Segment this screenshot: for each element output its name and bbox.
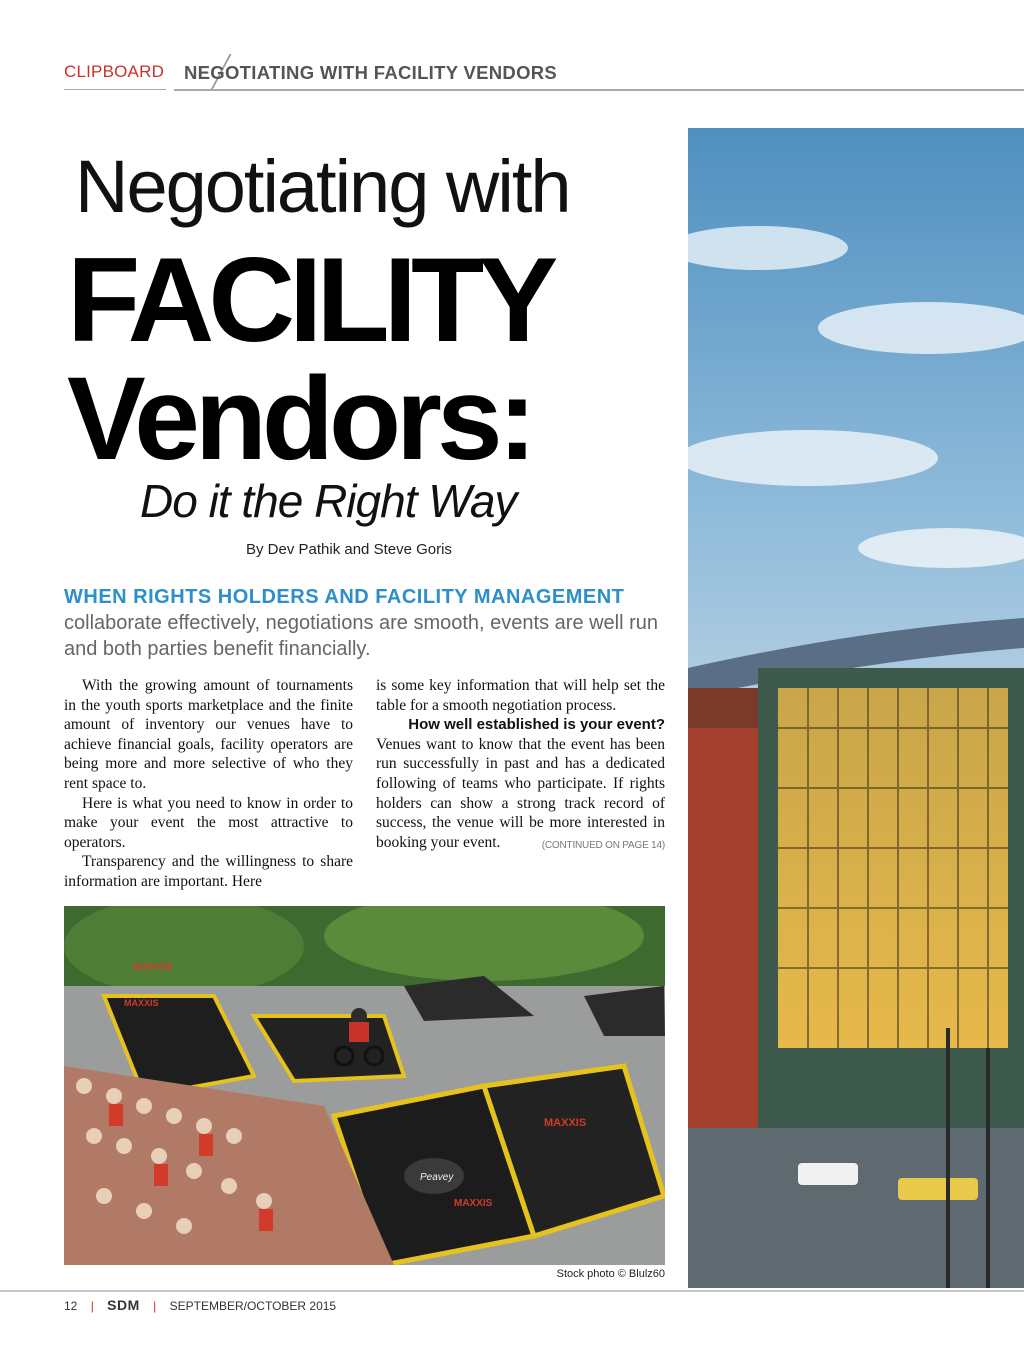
issue-date: SEPTEMBER/OCTOBER 2015 bbox=[169, 1299, 337, 1313]
section-header bbox=[64, 50, 1024, 92]
paragraph: is some key information that will help set the table for a smooth negotiation process. bbox=[376, 677, 665, 714]
footer-separator: | bbox=[90, 1299, 94, 1313]
ramp-sign: MAXXIS bbox=[544, 1117, 587, 1129]
deck-text: collaborate effectively, negotiations are smooth, events are well run and both parties benefit financially. bbox=[64, 612, 659, 660]
title-line-2: FACILITY bbox=[67, 233, 553, 367]
paragraph: With the growing amount of tournaments in the youth sports marketplace and the finite amount of inventory our venues have to achieve financial goals, facility operators are being more and more selective of who they rent space to. bbox=[64, 677, 353, 792]
body-column-1 bbox=[64, 676, 353, 892]
ramp-sign: MAXXIS bbox=[124, 998, 159, 1008]
footer-separator: | bbox=[153, 1299, 157, 1313]
title-line-1: Negotiating with bbox=[75, 145, 570, 228]
article-deck bbox=[64, 584, 665, 662]
bmx-event-photo bbox=[64, 906, 665, 1265]
paragraph-text: Venues want to know that the event has been run successfully in past and has a dedicated following of teams who participate. If rights holders can show a strong track record of success, the venue will be more interested in booking your event. bbox=[376, 735, 665, 851]
body-column-2 bbox=[376, 676, 665, 855]
continued-note: (CONTINUED ON PAGE 14) bbox=[541, 839, 665, 851]
paragraph: Transparency and the willingness to share information are important. Here bbox=[64, 853, 353, 890]
header-title: NEGOTIATING WITH FACILITY VENDORS bbox=[184, 62, 558, 83]
magazine-logo: SDM bbox=[107, 1297, 140, 1313]
footer-rule bbox=[0, 1290, 1024, 1292]
header-rule-left bbox=[64, 89, 166, 90]
article-subtitle: Do it the Right Way bbox=[140, 475, 517, 527]
arena-photo bbox=[688, 128, 1024, 1288]
ramp-logo: Peavey bbox=[420, 1172, 454, 1183]
section-kicker: CLIPBOARD bbox=[64, 62, 165, 81]
paragraph bbox=[376, 735, 665, 853]
header-rule-right bbox=[174, 89, 1024, 91]
byline: By Dev Pathik and Steve Goris bbox=[246, 541, 452, 558]
banner-sign: MAXXIS bbox=[134, 962, 173, 973]
deck-lead: WHEN RIGHTS HOLDERS AND FACILITY MANAGEMENT bbox=[64, 586, 625, 608]
ramp-sign: MAXXIS bbox=[454, 1198, 493, 1209]
title-line-3: Vendors: bbox=[67, 353, 532, 485]
question-text: How well established is your event? bbox=[408, 716, 665, 734]
photo-credit: Stock photo © Blulz60 bbox=[556, 1268, 665, 1280]
subhead-question bbox=[376, 715, 665, 735]
page-number: 12 bbox=[64, 1299, 78, 1313]
page-footer bbox=[64, 1297, 336, 1313]
paragraph: Here is what you need to know in order to make your event the most attractive to operators. bbox=[64, 794, 353, 851]
